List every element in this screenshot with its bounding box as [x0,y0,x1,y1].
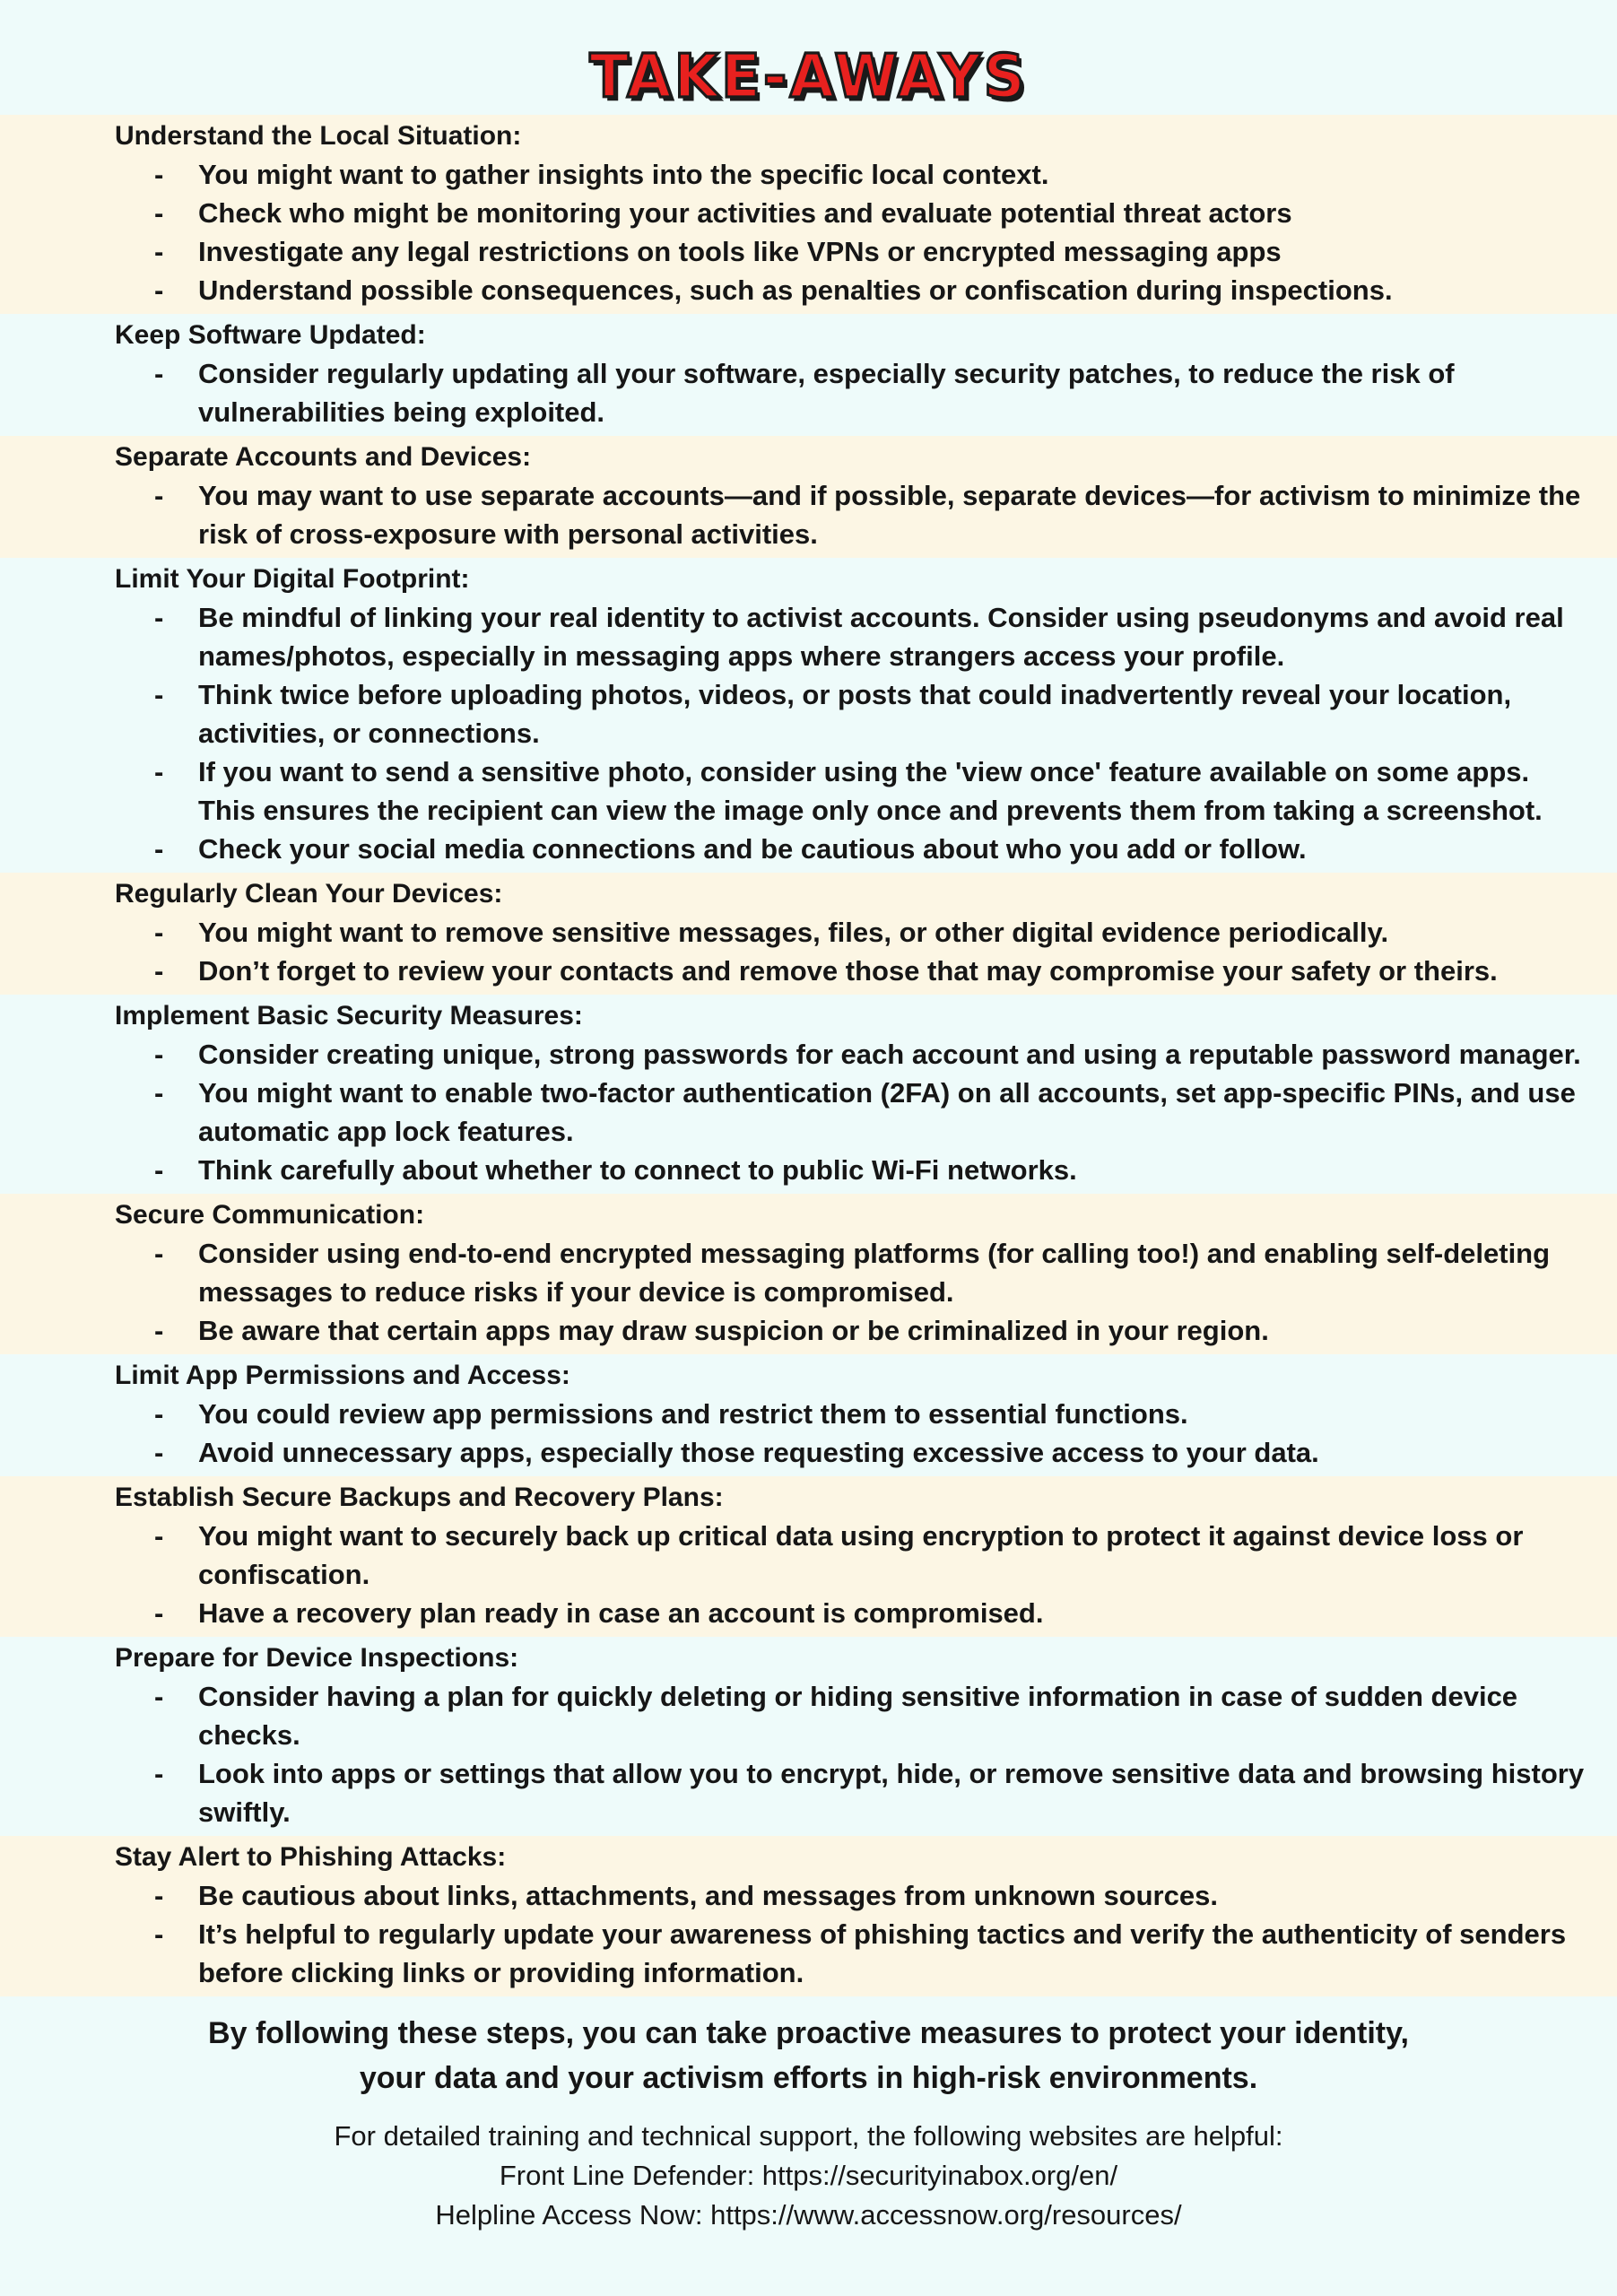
title-banner [0,0,1617,115]
resources-intro: For detailed training and technical support, the following websites are helpful: [334,2120,1283,2152]
takeaway-section [0,1637,1617,1836]
bullet-dash: - [154,1918,164,1950]
list-item-text: Be mindful of linking your real identity to activist accounts. Consider using pseudonyms and avoid real names/photos, especially in messaging apps where strangers access your profile. [198,602,1564,672]
list-item-text: You could review app permissions and restrict them to essential functions. [198,1398,1188,1430]
section-heading: Secure Communication: [115,1200,425,1230]
list-item-text: You might want to enable two-factor authentication (2FA) on all accounts, set app-specific PINs, and use automatic app lock features. [198,1077,1576,1147]
list-item-text: Don’t forget to review your contacts and remove those that may compromise your safety or theirs. [198,955,1498,987]
list-item-text: It’s helpful to regularly update your awareness of phishing tactics and verify the authenticity of senders before clicking links or providing information. [198,1918,1567,1988]
list-item [0,1234,1617,1311]
section-heading: Regularly Clean Your Devices: [115,879,503,909]
list-item-text: Check who might be monitoring your activities and evaluate potential threat actors [198,197,1292,229]
bullet-dash: - [154,197,164,229]
list-item [0,155,1617,194]
list-item [0,1517,1617,1594]
bullet-dash: - [154,756,164,787]
list-item-text: Understand possible consequences, such as penalties or confiscation during inspections. [198,274,1393,306]
section-list [0,598,1617,868]
list-item [0,752,1617,830]
list-item [0,1677,1617,1754]
list-item-text: Consider having a plan for quickly deleting or hiding sensitive information in case of sudden device checks. [198,1681,1518,1751]
section-list [0,354,1617,431]
resource-access-now: Helpline Access Now: https://www.accessnow.org/resources/ [435,2199,1182,2231]
section-heading: Limit Your Digital Footprint: [115,564,470,594]
section-list [0,913,1617,990]
list-item [0,1311,1617,1350]
section-list [0,476,1617,553]
section-list [0,1395,1617,1472]
list-item-text: Consider creating unique, strong passwords for each account and using a reputable password manager. [198,1039,1581,1070]
takeaway-sections [0,115,1617,1996]
list-item-text: Look into apps or settings that allow you to encrypt, hide, or remove sensitive data and browsing history swiftly. [198,1758,1585,1828]
bullet-dash: - [154,955,164,987]
list-item [0,830,1617,868]
section-heading: Prepare for Device Inspections: [115,1643,519,1673]
section-list [0,1517,1617,1632]
list-item [0,675,1617,752]
list-item [0,1395,1617,1433]
bullet-dash: - [154,1039,164,1070]
section-heading: Separate Accounts and Devices: [115,442,532,472]
bullet-dash: - [154,358,164,389]
list-item [0,1035,1617,1074]
bullet-dash: - [154,679,164,710]
bullet-dash: - [154,1520,164,1552]
takeaway-section [0,1194,1617,1354]
list-item-text: Have a recovery plan ready in case an account is compromised. [198,1597,1044,1629]
list-item-text: Consider using end-to-end encrypted messaging platforms (for calling too!) and enabling self-deleting messages to reduce risks if your device is compromised. [198,1238,1551,1308]
list-item-text: Investigate any legal restrictions on tools like VPNs or encrypted messaging apps [198,236,1282,267]
takeaway-section [0,873,1617,995]
bullet-dash: - [154,917,164,948]
list-item-text: Think carefully about whether to connect to public Wi-Fi networks. [198,1154,1077,1186]
section-heading: Understand the Local Situation: [115,121,522,151]
takeaway-section [0,995,1617,1194]
bullet-dash: - [154,833,164,865]
bullet-dash: - [154,1597,164,1629]
bullet-dash: - [154,1077,164,1109]
list-item-text: Be cautious about links, attachments, and messages from unknown sources. [198,1880,1218,1911]
list-item-text: You might want to remove sensitive messages, files, or other digital evidence periodically. [198,917,1389,948]
list-item-text: Check your social media connections and be cautious about who you add or follow. [198,833,1307,865]
section-heading: Implement Basic Security Measures: [115,1001,583,1031]
resource-front-line-defender: Front Line Defender: https://securityinabox.org/en/ [499,2160,1118,2191]
list-item [0,598,1617,675]
bullet-dash: - [154,1238,164,1269]
takeaway-section [0,558,1617,873]
list-item [0,271,1617,309]
list-item-text: Consider regularly updating all your software, especially security patches, to reduce the risk of vulnerabilities being exploited. [198,358,1455,428]
list-item-text: If you want to send a sensitive photo, consider using the 'view once' feature available on some apps. This ensures the recipient can view the image only once and prevents them from taking a screenshot. [198,756,1543,826]
list-item [0,1074,1617,1151]
list-item [0,952,1617,990]
takeaway-section [0,1354,1617,1476]
list-item [0,1151,1617,1189]
list-item [0,194,1617,232]
bullet-dash: - [154,274,164,306]
section-heading: Keep Software Updated: [115,320,426,350]
section-list [0,1035,1617,1189]
list-item [0,1594,1617,1632]
list-item-text: Be aware that certain apps may draw suspicion or be criminalized in your region. [198,1315,1269,1346]
takeaway-section [0,314,1617,436]
bullet-dash: - [154,1437,164,1468]
bullet-dash: - [154,1315,164,1346]
section-list [0,155,1617,309]
takeaway-section [0,1476,1617,1637]
section-list [0,1876,1617,1992]
bullet-dash: - [154,1398,164,1430]
list-item-text: Think twice before uploading photos, videos, or posts that could inadvertently reveal your location, activities, or connections. [198,679,1512,749]
closing-statement [0,2011,1617,2100]
list-item-text: You might want to securely back up critical data using encryption to protect it against device loss or confiscation. [198,1520,1524,1590]
section-list [0,1677,1617,1831]
bullet-dash: - [154,480,164,511]
list-item [0,913,1617,952]
section-list [0,1234,1617,1350]
takeaway-section [0,115,1617,314]
list-item [0,1754,1617,1831]
takeaway-section [0,1836,1617,1996]
list-item-text: Avoid unnecessary apps, especially those requesting excessive access to your data. [198,1437,1319,1468]
bullet-dash: - [154,236,164,267]
page-title: TAKE-AWAYS [589,42,1028,112]
takeaway-section [0,436,1617,558]
list-item [0,476,1617,553]
bullet-dash: - [154,159,164,190]
closing-line-1: By following these steps, you can take proactive measures to protect your identity, [208,2016,1409,2050]
list-item [0,1915,1617,1992]
section-heading: Stay Alert to Phishing Attacks: [115,1842,507,1872]
list-item [0,232,1617,271]
bullet-dash: - [154,1681,164,1712]
section-heading: Establish Secure Backups and Recovery Plans: [115,1483,724,1512]
bullet-dash: - [154,1880,164,1911]
bullet-dash: - [154,602,164,633]
bullet-dash: - [154,1154,164,1186]
list-item [0,354,1617,431]
list-item-text: You may want to use separate accounts—and if possible, separate devices—for activism to minimize the risk of cross-exposure with personal activities. [198,480,1581,550]
list-item [0,1433,1617,1472]
list-item-text: You might want to gather insights into the specific local context. [198,159,1049,190]
closing-line-2: your data and your activism efforts in high-risk environments. [359,2061,1258,2095]
bullet-dash: - [154,1758,164,1789]
list-item [0,1876,1617,1915]
section-heading: Limit App Permissions and Access: [115,1361,570,1390]
resources-block [0,2117,1617,2235]
